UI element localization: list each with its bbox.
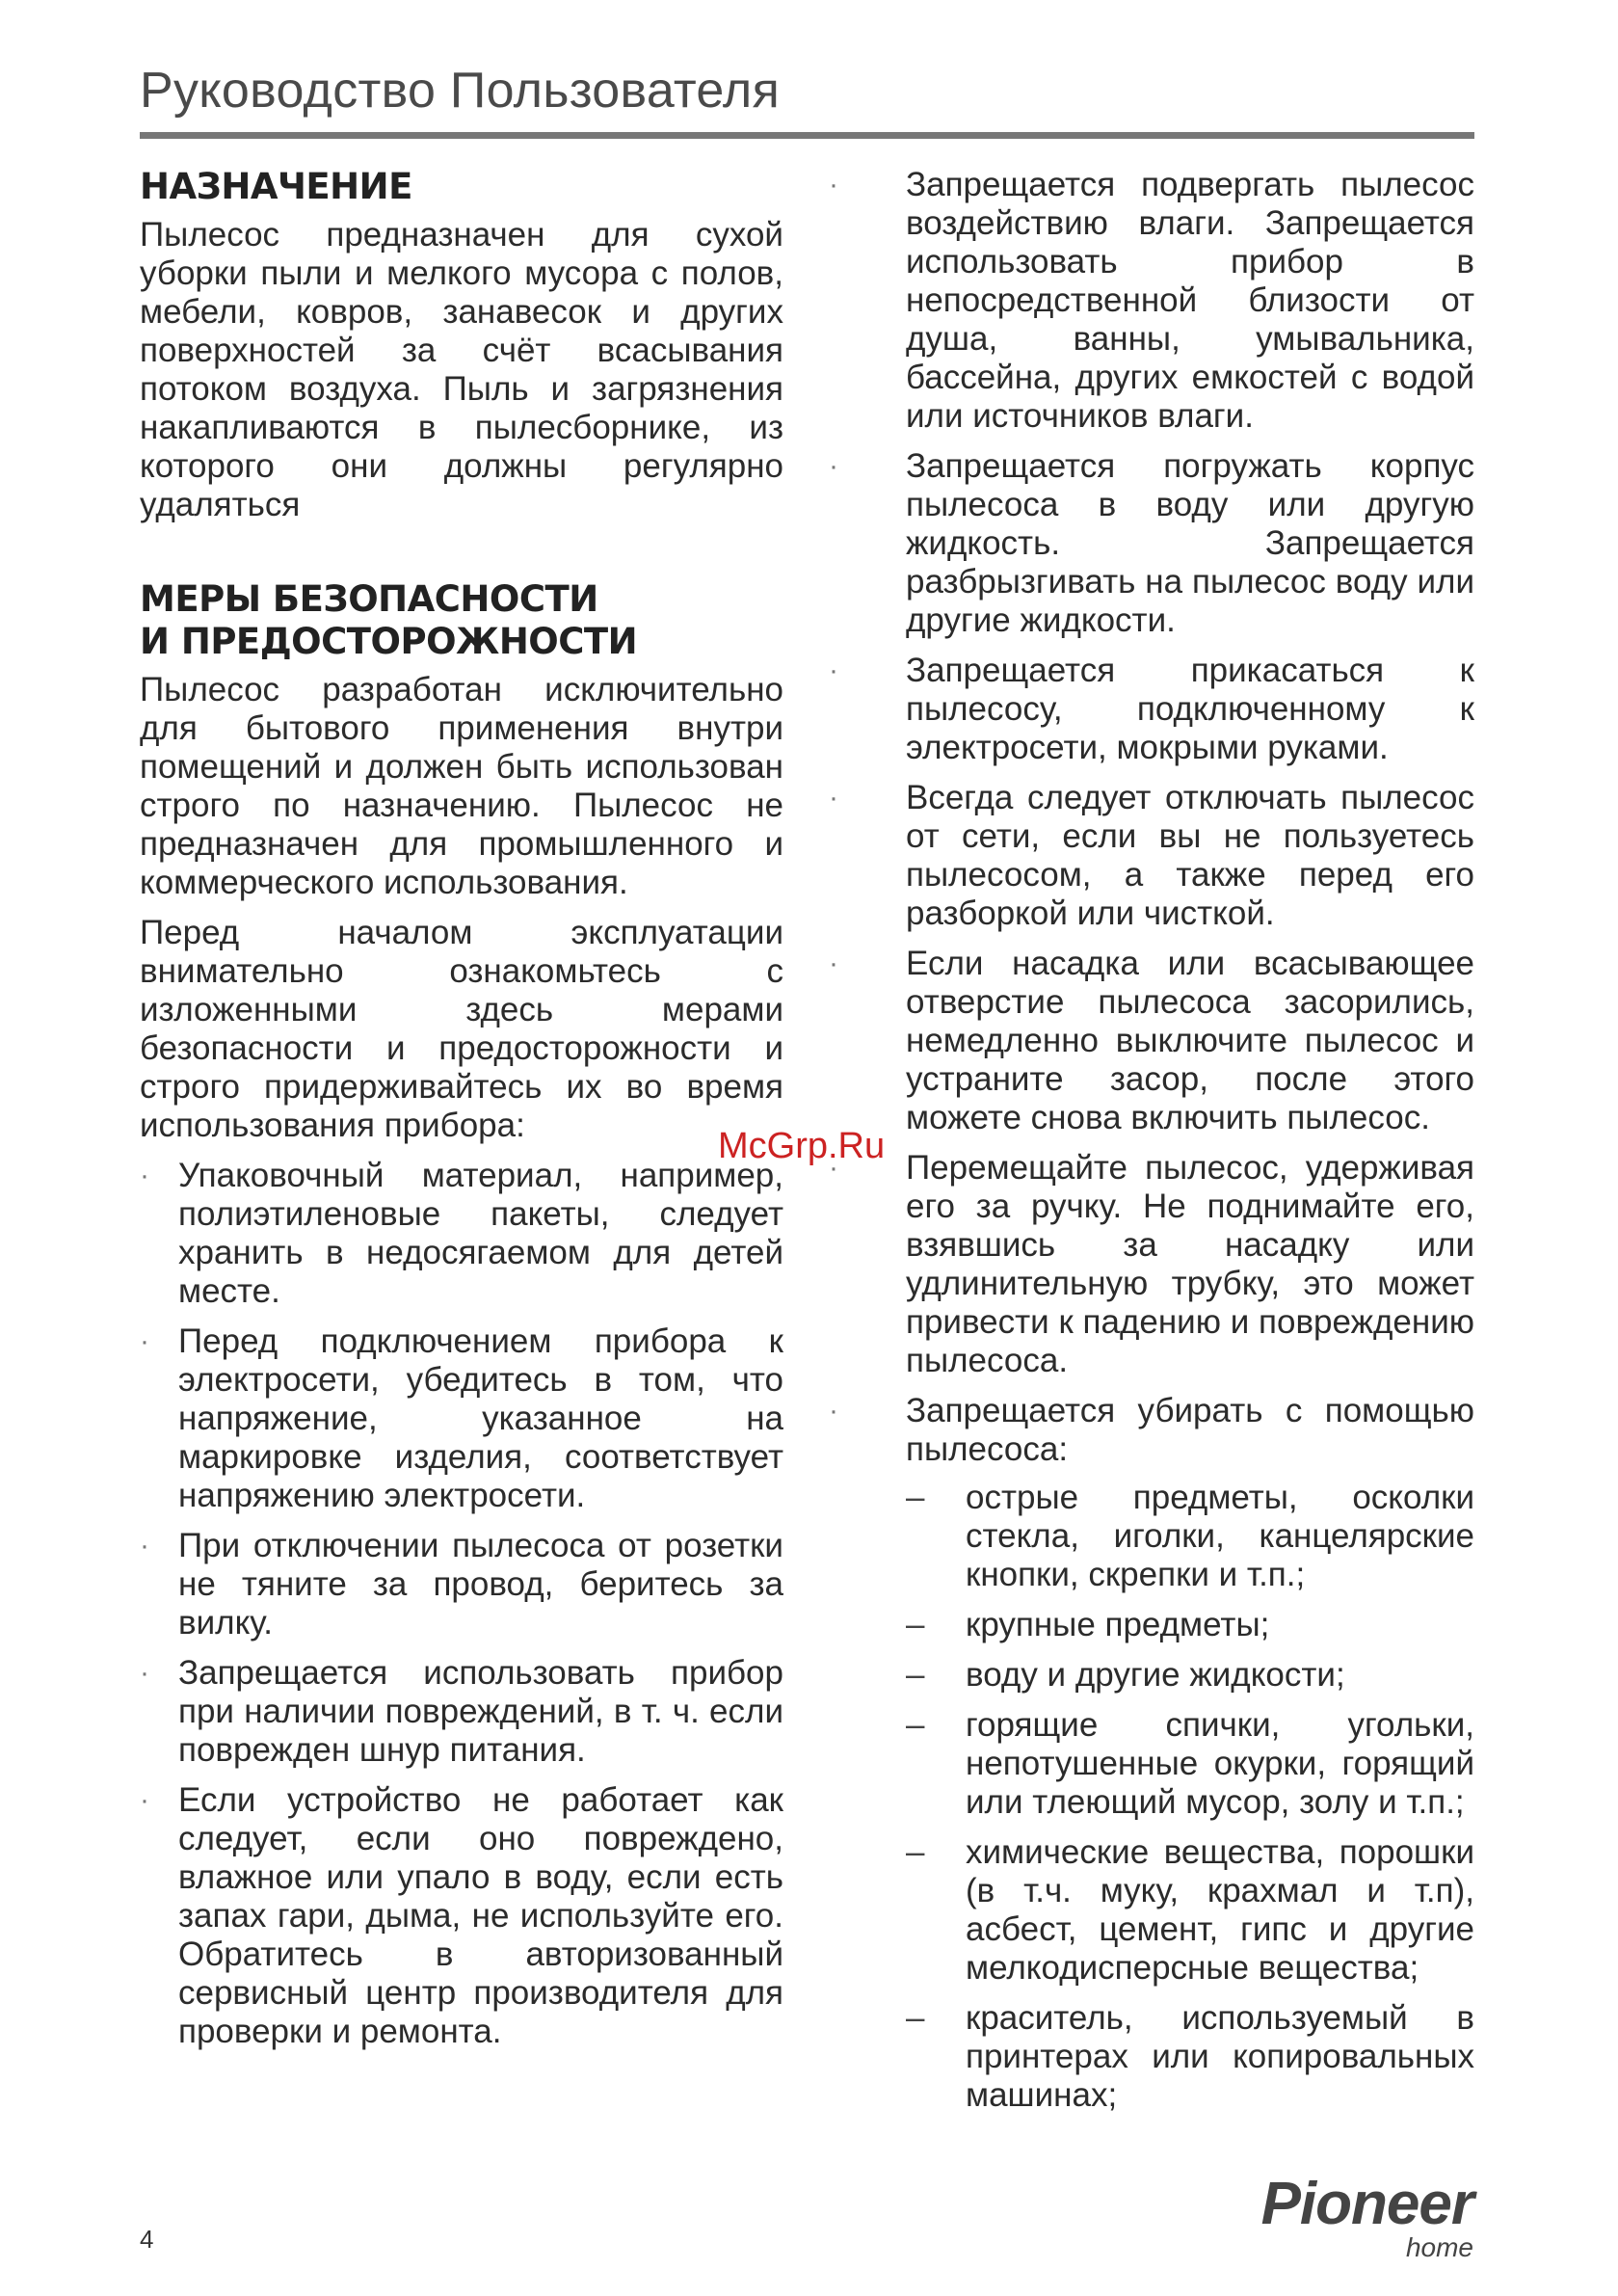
list-item: · Если насадка или всасывающее отверстие пылесоса засорились, немедленно выключите пылесос и устраните засор, после этого можете снова включить пылесос. bbox=[867, 945, 1474, 1137]
purpose-text: Пылесос предназначен для сухой уборки пыли и мелкого мусора с полов, мебели, ковров, занавесок и других поверхностей за счёт всасывания потоком воздуха. Пыль и загрязнения накапливаются в пылесборнике, из которого они должны регулярно удаляться bbox=[140, 216, 783, 523]
left-safety-list bbox=[140, 1157, 783, 2051]
sub-list-item: – химические вещества, порошки (в т.ч. муку, крахмал и т.п), асбест, цемент, гипс и другие мелкодисперсные вещества; bbox=[906, 1833, 1474, 1988]
header-divider bbox=[140, 132, 1474, 139]
list-item: · Запрещается погружать корпус пылесоса в воду или другую жидкость. Запрещается разбрызгивать на пылесос воду или другие жидкости. bbox=[867, 447, 1474, 640]
list-item: · Перед подключением прибора к электросети, убедитесь в том, что напряжение, указанное на маркировке изделия, соответствует напряжению электросети. bbox=[140, 1322, 783, 1515]
safety-heading-line-1: МЕРЫ БЕЗОПАСНОСТИ bbox=[140, 578, 598, 620]
list-item-text: Запрещается убирать с помощью пылесоса: bbox=[906, 1392, 1474, 1468]
right-column bbox=[829, 166, 1474, 2126]
list-item: · Всегда следует отключать пылесос от сети, если вы не пользуетесь пылесосом, а также перед его разборкой или чисткой. bbox=[867, 779, 1474, 933]
safety-paragraph-1: Пылесос разработан исключительно для бытового применения внутри помещений и должен быть использован строго по назначению. Пылесос не предназначен для промышленного и коммерческого использования. bbox=[140, 671, 783, 901]
sub-list-item: – воду и другие жидкости; bbox=[906, 1656, 1474, 1695]
list-item: · Запрещается прикасаться к пылесосу, подключенному к электросети, мокрыми руками. bbox=[867, 652, 1474, 767]
sub-list-item: – горящие спички, угольки, непотушенные окурки, горящий или тлеющий мусор, золу и т.п.; bbox=[906, 1706, 1474, 1822]
sub-list-item: – крупные предметы; bbox=[906, 1606, 1474, 1644]
list-item: · При отключении пылесоса от розетки не тяните за провод, беритесь за вилку. bbox=[140, 1527, 783, 1642]
watermark: McGrp.Ru bbox=[718, 1126, 886, 1166]
logo-sub-text: home bbox=[1405, 2232, 1473, 2262]
sub-list-item: – острые предметы, осколки стекла, иголки, канцелярские кнопки, скрепки и т.п.; bbox=[906, 1479, 1474, 1594]
purpose-heading: НАЗНАЧЕНИЕ bbox=[140, 166, 412, 207]
safety-paragraph-2: Перед началом эксплуатации внимательно ознакомьтесь с изложенными здесь мерами безопасности и предосторожности и строго придерживайтесь их во время использования прибора: bbox=[140, 914, 783, 1144]
list-item: · Упаковочный материал, например, полиэтиленовые пакеты, следует хранить в недосягаемом для детей месте. bbox=[140, 1157, 783, 1311]
safety-heading-line-2: И ПРЕДОСТОРОЖНОСТИ bbox=[140, 621, 638, 662]
prohibited-items-list bbox=[906, 1479, 1474, 2115]
brand-logo bbox=[1260, 2171, 1473, 2262]
sub-list-item: – краситель, используемый в принтерах или копировальных машинах; bbox=[906, 1999, 1474, 2115]
logo-main-text: Pioneer bbox=[1260, 2171, 1473, 2237]
page-number: 4 bbox=[140, 2225, 154, 2254]
right-safety-list bbox=[867, 166, 1474, 2115]
left-column bbox=[140, 166, 783, 2063]
page-header-title: Руководство Пользователя bbox=[140, 63, 781, 119]
list-item: · Перемещайте пылесос, удерживая его за ручку. Не поднимайте его, взявшись за насадку или удлинительную трубку, это может привести к падению и повреждению пылесоса. bbox=[867, 1149, 1474, 1380]
list-item: · Если устройство не работает как следует, если оно повреждено, влажное или упало в воду, если есть запах гари, дыма, не используйте его. Обратитесь в авторизованный сервисный центр производителя для проверки и ремонта. bbox=[140, 1781, 783, 2051]
safety-heading bbox=[140, 578, 783, 663]
list-item: · Запрещается подвергать пылесос воздействию влаги. Запрещается использовать прибор в непосредственной близости от душа, ванны, умывальника, бассейна, других емкостей с водой или источников влаги. bbox=[867, 166, 1474, 436]
list-item bbox=[867, 1392, 1474, 2115]
list-item: · Запрещается использовать прибор при наличии повреждений, в т. ч. если поврежден шнур питания. bbox=[140, 1654, 783, 1770]
